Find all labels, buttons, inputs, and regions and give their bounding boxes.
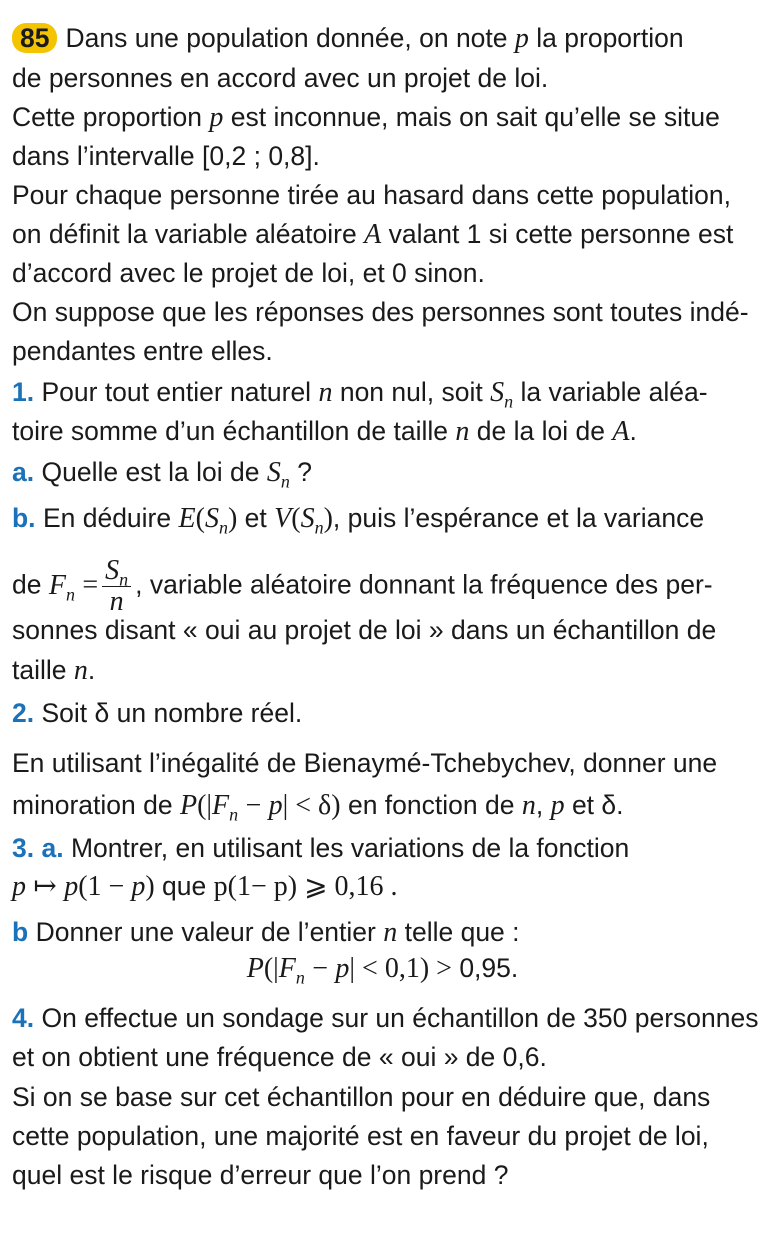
q3a-line-1: 3. a. Montrer, en utilisant les variations de la fonction (12, 833, 630, 863)
intro-line-9: pendantes entre elles. (12, 336, 273, 366)
q4-line-4: cette population, une majorité est en faveur du projet de loi, (12, 1121, 709, 1151)
intro-line-8: On suppose que les réponses des personnes sont toutes indé- (12, 297, 749, 327)
intro-line-7: d’accord avec le projet de loi, et 0 sinon. (12, 258, 485, 288)
q4-label: 4. (12, 1003, 35, 1033)
intro-line-6: on définit la variable aléatoire A valant 1 si cette personne est (12, 219, 734, 250)
exercise-number-badge: 85 (12, 23, 57, 53)
q2-label: 2. (12, 698, 35, 728)
q1b-line-4: taille n. (12, 655, 96, 686)
intro-line-1: 85 Dans une population donnée, on note p la proportion (12, 18, 684, 59)
q1a-label: a. (12, 457, 35, 487)
q3b-label: b (12, 917, 29, 947)
q4-line-5: quel est le risque d’erreur que l’on prend ? (12, 1160, 509, 1190)
q4-line-1: 4. On effectue un sondage sur un échantillon de 350 personnes (12, 1003, 759, 1033)
q3a-label: a. (41, 833, 64, 863)
q1b-line-2: de $F_n$ = $\frac{S_n}{n}$ , variable aléatoire donnant la fréquence des per- (12, 555, 713, 617)
q1b-line-1: b. En déduire $E(S_n)$ et $V(S_n)$, puis l’espérance et la variance (12, 503, 705, 538)
q3-label: 3. (12, 833, 35, 863)
q3a-line-2: p ↦ p(1 − p) que p(1− p) ⩾ 0,16 . (12, 871, 398, 902)
q3b-formula: $P(|F_n - p| < 0,1) > 0,95$. (246, 953, 519, 988)
q3b-line-1: b Donner une valeur de l’entier n telle que : (12, 917, 520, 948)
q2-line-1: 2. Soit δ un nombre réel. (12, 698, 303, 728)
q1a-line: a. Quelle est la loi de $S_n$ ? (12, 457, 313, 492)
q4-line-3: Si on se base sur cet échantillon pour en déduire que, dans (12, 1082, 711, 1112)
q2-line-2: En utilisant l’inégalité de Bienaymé-Tchebychev, donner une (12, 748, 718, 778)
q1b-line-3: sonnes disant « oui au projet de loi » dans un échantillon de (12, 615, 717, 645)
intro-line-5: Pour chaque personne tirée au hasard dans cette population, (12, 180, 731, 210)
q1-line-2: toire somme d’un échantillon de taille n de la loi de A. (12, 416, 637, 447)
fraction-sn-over-n: $\frac{S_n}{n}$ (102, 556, 131, 617)
q1b-label: b. (12, 503, 36, 533)
q1-line-1: 1. Pour tout entier naturel n non nul, soit $S_n$ la variable aléa- (12, 377, 708, 412)
q4-line-2: et on obtient une fréquence de « oui » de 0,6. (12, 1042, 547, 1072)
intro-line-3: Cette proportion p est inconnue, mais on sait qu’elle se situe (12, 102, 720, 133)
q2-line-3: minoration de $P(|F_n - p| < \delta)$ en fonction de n, p et δ. (12, 790, 624, 825)
q1-label: 1. (12, 377, 35, 407)
intro-line-4: dans l’intervalle [0,2 ; 0,8]. (12, 141, 320, 171)
intro-line-2: de personnes en accord avec un projet de loi. (12, 63, 549, 93)
